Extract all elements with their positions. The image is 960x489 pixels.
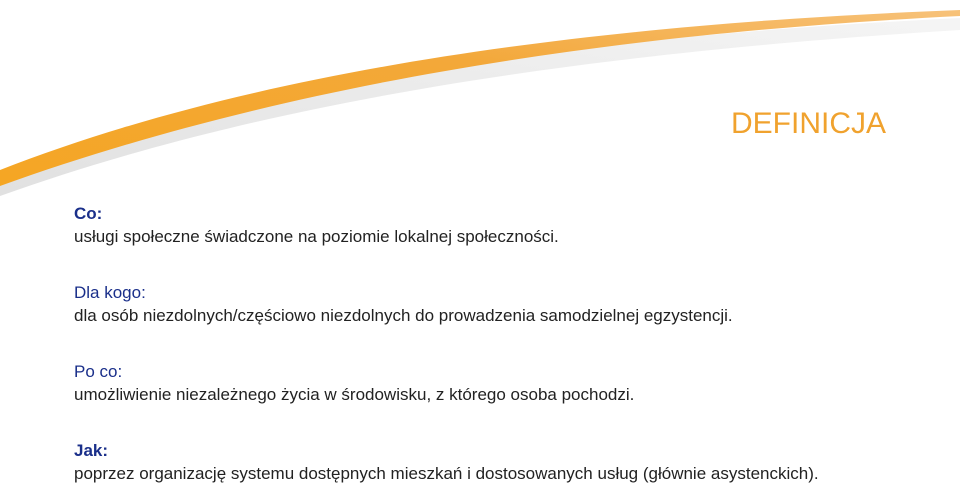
- slide-title: DEFINICJA: [730, 107, 886, 140]
- section-text: umożliwienie niezależnego życia w środowisku, z którego osoba pochodzi.: [74, 385, 635, 404]
- section-text: usługi społeczne świadczone na poziomie lokalnej społeczności.: [74, 227, 559, 246]
- section-label: Jak:: [74, 441, 109, 460]
- section-label: Dla kogo:: [74, 283, 146, 302]
- section-label: Co:: [74, 204, 103, 223]
- section-for-whom: [74, 281, 944, 327]
- section-purpose: [74, 360, 944, 406]
- section-text: poprzez organizację systemu dostępnych mieszkań i dostosowanych usług (głównie asystenckich).: [74, 464, 819, 483]
- section-text: dla osób niezdolnych/częściowo niezdolnych do prowadzenia samodzielnej egzystencji.: [74, 306, 733, 325]
- definition-content: [74, 202, 944, 485]
- section-what: [74, 202, 944, 248]
- section-label: Po co:: [74, 362, 123, 381]
- section-how: [74, 439, 944, 485]
